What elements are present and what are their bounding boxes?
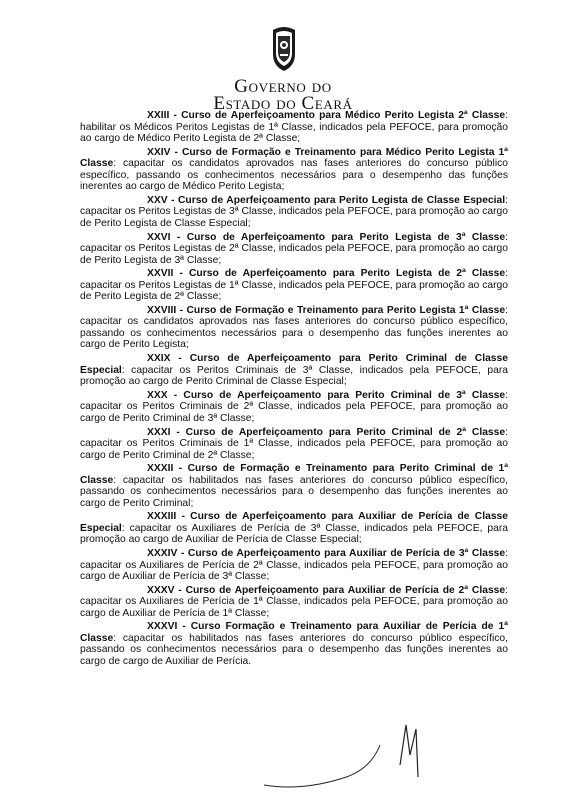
item-number: XXXIII bbox=[147, 511, 177, 523]
item-heading: XXXIV - Curso de Aperfeiçoamento para Auxiliar de Perícia de 3ª Classe bbox=[147, 548, 506, 560]
item-title: Curso de Formação e Treinamento para Médico Perito Legista 1ª Classe bbox=[80, 146, 508, 170]
item-heading: XXIX - Curso de Aperfeiçoamento para Perito Criminal de Classe Especial bbox=[80, 353, 508, 376]
item-title: Curso de Aperfeiçoamento para Médico Perito Legista 2ª Classe bbox=[181, 110, 506, 121]
list-item: XXV - Curso de Aperfeiçoamento para Perito Legista de Classe Especial: capacitar os Peritos Legistas de 3ª Classe, indicados pela PEFOCE, para promoção ao cargo de Perito Legista de Classe Especial; bbox=[80, 194, 508, 229]
item-number: XXXIV bbox=[147, 548, 178, 560]
list-item: XXIV - Curso de Formação e Treinamento para Médico Perito Legista 1ª Classe: capacitar os candidatos aprovados nas fases anteriores do concurso público específico, passando os conhecimentos necessários para o desempenho das funções inerentes ao cargo de Médico Perito Legista; bbox=[80, 146, 508, 193]
item-title: Curso de Aperfeiçoamento para Auxiliar de Perícia de Classe Especial bbox=[80, 511, 509, 534]
item-description: capacitar os Auxiliares de Perícia de 1ª Classe, indicados pela PEFOCE, para promoção ao cargo de Auxiliar de Perícia de 1ª Classe; bbox=[80, 596, 508, 619]
list-item: XXXVI - Curso Formação e Treinamento para Auxiliar de Perícia de 1ª Classe: capacitar os habilitados nas fases anteriores do concurso público específico, passando os conhecimentos necessários para o desempenho das funções inerentes ao cargo de cargo de Auxiliar de Perícia. bbox=[80, 621, 508, 667]
item-title: Curso de Aperfeiçoamento para Perito Legista de 3ª Classe bbox=[186, 231, 506, 243]
list-item: XXXIII - Curso de Aperfeiçoamento para Auxiliar de Perícia de Classe Especial: capacitar os Auxiliares de Perícia de 3ª Classe, indicados pela PEFOCE, para promoção ao cargo de Auxiliar de Perícia de Classe Especial; bbox=[80, 511, 509, 546]
item-number: XXXI bbox=[147, 426, 171, 438]
item-description: capacitar os Peritos Legistas de 2ª Classe, indicados pela PEFOCE, para promoção ao cargo de Perito Legista de 3ª Classe; bbox=[80, 243, 508, 266]
list-item: XXVII - Curso de Aperfeiçoamento para Perito Legista de 2ª Classe: capacitar os Peritos Legistas de 1ª Classe, indicados pela PEFOCE, para promoção ao cargo de Perito Legista de 2ª Classe; bbox=[80, 268, 508, 303]
item-number: XXXVI bbox=[147, 621, 178, 633]
list-item: XXVI - Curso de Aperfeiçoamento para Perito Legista de 3ª Classe: capacitar os Peritos Legistas de 2ª Classe, indicados pela PEFOCE, para promoção ao cargo de Perito Legista de 3ª Classe; bbox=[80, 231, 508, 266]
item-number: XXXII bbox=[147, 463, 174, 475]
item-title: Curso de Aperfeiçoamento para Auxiliar de Perícia de 3ª Classe bbox=[187, 548, 506, 560]
item-description: capacitar os Auxiliares de Perícia de 3ª Classe, indicados pela PEFOCE, para promoção ao cargo de Auxiliar de Perícia de Classe Especial; bbox=[80, 522, 508, 546]
item-number: XXVIII bbox=[147, 304, 177, 316]
list-item: XXVIII - Curso de Formação e Treinamento para Perito Legista 1ª Classe: capacitar os candidatos aprovados nas fases anteriores do concurso público específico, passando os conhecimentos necessários para o desempenho das funções inerentes ao cargo de Perito Legista; bbox=[80, 304, 508, 351]
item-description: capacitar os Peritos Criminais de 2ª Classe, indicados pela PEFOCE, para promoção ao cargo de Perito Criminal de 3ª Classe; bbox=[80, 401, 508, 424]
item-description: habilitar os Médicos Peritos Legistas de 1ª Classe, indicados pela PEFOCE, para promoção ao cargo de Médico Perito Legista de 2ª Classe; bbox=[80, 121, 508, 144]
item-title: Curso de Aperfeiçoamento para Perito Criminal de 2ª Classe bbox=[185, 426, 506, 438]
item-heading: XXXI - Curso de Aperfeiçoamento para Perito Criminal de 2ª Classe bbox=[147, 426, 506, 438]
item-title: Curso de Aperfeiçoamento para Perito Legista de 2ª Classe bbox=[188, 268, 506, 280]
item-title: Curso de Formação e Treinamento para Perito Criminal de 1ª Classe bbox=[80, 463, 509, 486]
item-title: Curso de Formação e Treinamento para Perito Legista 1ª Classe bbox=[186, 304, 506, 316]
list-item: XXXII - Curso de Formação e Treinamento para Perito Criminal de 1ª Classe: capacitar os habilitados nas fases anteriores do concurso público específico, passando os conhecimentos necessários para o desempenho das funções inerentes ao cargo de Perito Criminal; bbox=[80, 463, 509, 509]
item-heading: XXV - Curso de Aperfeiçoamento para Perito Legista de Classe Especial bbox=[147, 194, 506, 206]
item-number: XXVII bbox=[147, 268, 174, 280]
handwritten-signature bbox=[260, 715, 450, 793]
item-title: Curso de Aperfeiçoamento para Perito Criminal de 3ª Classe bbox=[183, 389, 506, 401]
item-heading: XXXV - Curso de Aperfeiçoamento para Auxiliar de Perícia de 2ª Classe bbox=[147, 584, 506, 596]
item-description: capacitar os candidatos aprovados nas fases anteriores do concurso público específico, passando os conhecimentos necessários para o desempenho das funções inerentes ao cargo de Médico Perito Legista; bbox=[80, 158, 508, 193]
list-item: XXXIV - Curso de Aperfeiçoamento para Auxiliar de Perícia de 3ª Classe: capacitar os Auxiliares de Perícia de 2ª Classe, indicados pela PEFOCE, para promoção ao cargo de Auxiliar de Perícia de 3ª Classe; bbox=[80, 548, 508, 583]
item-title: Curso de Aperfeiçoamento para Perito Criminal de Classe Especial bbox=[80, 353, 508, 376]
state-coat-of-arms-icon bbox=[269, 24, 299, 72]
item-description: capacitar os candidatos aprovados nas fases anteriores do concurso público específico, passando os conhecimentos necessários para o desempenho das funções inerentes ao cargo de Perito Legista; bbox=[80, 316, 508, 351]
header-government: Governo do bbox=[234, 76, 332, 97]
item-number: XXIV bbox=[147, 146, 171, 158]
item-title: Curso de Aperfeiçoamento para Auxiliar de Perícia de 2ª Classe bbox=[185, 584, 506, 596]
item-heading: XXIII - Curso de Aperfeiçoamento para Médico Perito Legista 2ª Classe bbox=[147, 110, 506, 121]
item-description: capacitar os Peritos Legistas de 3ª Classe, indicados pela PEFOCE, para promoção ao cargo de Perito Legista de Classe Especial; bbox=[80, 206, 508, 229]
item-description: capacitar os habilitados nas fases anteriores do concurso público específico, passando os conhecimentos necessários para o desempenho das funções inerentes ao cargo de cargo de Auxiliar de Perícia. bbox=[80, 632, 508, 667]
item-heading: XXXVI - Curso Formação e Treinamento para Auxiliar de Perícia de 1ª Classe bbox=[80, 621, 508, 644]
item-heading: XXVI - Curso de Aperfeiçoamento para Perito Legista de 3ª Classe bbox=[147, 231, 506, 243]
item-description: capacitar os habilitados nas fases anteriores do concurso público específico, passando os conhecimentos necessários para o desempenho das funções inerentes ao cargo de Perito Criminal; bbox=[80, 474, 508, 509]
item-number: XXXV bbox=[147, 584, 175, 596]
list-item: XXIX - Curso de Aperfeiçoamento para Perito Criminal de Classe Especial: capacitar os Peritos Criminais de 3ª Classe, indicados pela PEFOCE, para promoção ao cargo de Perito Criminal de Classe Especial; bbox=[80, 353, 508, 388]
item-description: capacitar os Peritos Criminais de 3ª Classe, indicados pela PEFOCE, para promoção ao cargo de Perito Criminal de Classe Especial; bbox=[80, 364, 508, 388]
item-number: XXVI bbox=[147, 231, 171, 243]
list-item: XXIII - Curso de Aperfeiçoamento para Médico Perito Legista 2ª Classe: habilitar os Médicos Peritos Legistas de 1ª Classe, indicados pela PEFOCE, para promoção ao cargo de Médico Perito Legista de 2ª Classe; bbox=[80, 110, 508, 144]
item-description: capacitar os Peritos Criminais de 1ª Classe, indicados pela PEFOCE, para promoção ao cargo de Perito Criminal de 2ª Classe; bbox=[80, 438, 508, 461]
item-heading: XXXIII - Curso de Aperfeiçoamento para Auxiliar de Perícia de Classe Especial bbox=[80, 511, 509, 534]
item-heading: XXX - Curso de Aperfeiçoamento para Perito Criminal de 3ª Classe bbox=[147, 389, 506, 401]
item-number: XXX bbox=[147, 389, 168, 401]
item-title: Curso de Aperfeiçoamento para Perito Legista de Classe Especial bbox=[177, 194, 506, 206]
list-item: XXXV - Curso de Aperfeiçoamento para Auxiliar de Perícia de 2ª Classe: capacitar os Auxiliares de Perícia de 1ª Classe, indicados pela PEFOCE, para promoção ao cargo de Auxiliar de Perícia de 1ª Classe; bbox=[80, 584, 508, 619]
item-number: XXIX bbox=[147, 353, 171, 365]
item-heading: XXVII - Curso de Aperfeiçoamento para Perito Legista de 2ª Classe bbox=[147, 268, 506, 280]
item-heading: XXXII - Curso de Formação e Treinamento para Perito Criminal de 1ª Classe bbox=[80, 463, 509, 486]
item-description: capacitar os Peritos Legistas de 1ª Classe, indicados pela PEFOCE, para promoção ao cargo de Perito Legista de 2ª Classe; bbox=[80, 279, 508, 303]
header-state: Estado do Ceará bbox=[213, 93, 353, 114]
item-number: XXV bbox=[147, 194, 168, 206]
item-description: capacitar os Auxiliares de Perícia de 2ª Classe, indicados pela PEFOCE, para promoção ao cargo de Auxiliar de Perícia de 3ª Classe; bbox=[80, 559, 508, 583]
list-item: XXXI - Curso de Aperfeiçoamento para Perito Criminal de 2ª Classe: capacitar os Peritos Criminais de 1ª Classe, indicados pela PEFOCE, para promoção ao cargo de Perito Criminal de 2ª Classe; bbox=[80, 426, 508, 461]
items-list bbox=[80, 110, 508, 670]
item-heading: XXIV - Curso de Formação e Treinamento para Médico Perito Legista 1ª Classe bbox=[80, 146, 508, 170]
item-number: XXIII bbox=[147, 110, 170, 121]
item-heading: XXVIII - Curso de Formação e Treinamento para Perito Legista 1ª Classe bbox=[147, 304, 506, 316]
item-title: Curso Formação e Treinamento para Auxiliar de Perícia de 1ª Classe bbox=[80, 621, 508, 644]
list-item: XXX - Curso de Aperfeiçoamento para Perito Criminal de 3ª Classe: capacitar os Peritos Criminais de 2ª Classe, indicados pela PEFOCE, para promoção ao cargo de Perito Criminal de 3ª Classe; bbox=[80, 389, 508, 424]
